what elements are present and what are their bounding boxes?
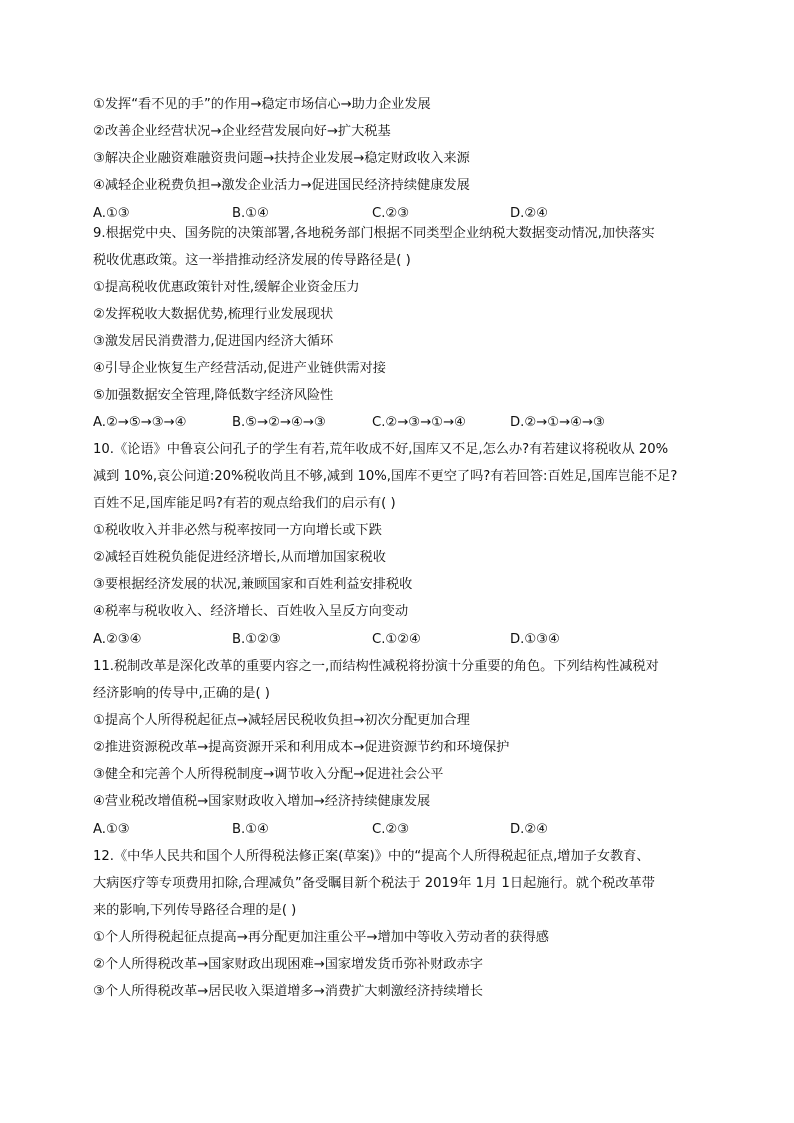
- q12-stem-line-2: 大病医疗等专项费用扣除,合理减负”备受瞩目新个税法于 2019年 1月 1日起施行。就个税改革带: [93, 876, 655, 891]
- q11-option-b: B.①④: [232, 822, 269, 837]
- q11-item-4: ④营业税改增值税→国家财政收入增加→经济持续健康发展: [93, 794, 431, 809]
- q8-item-3: ③解决企业融资难融资贵问题→扶持企业发展→稳定财政收入来源: [93, 151, 470, 166]
- q10-option-d: D.①③④: [510, 632, 560, 647]
- q10-stem-line-3: 百姓不足,国库能足吗?有若的观点给我们的启示有( ): [93, 496, 396, 511]
- q12-item-3: ③个人所得税改革→居民收入渠道增多→消费扩大刺激经济持续增长: [93, 984, 483, 999]
- q8-item-2: ②改善企业经营状况→企业经营发展向好→扩大税基: [93, 124, 391, 139]
- q10-option-b: B.①②③: [232, 632, 281, 647]
- q10-option-a: A.②③④: [93, 632, 142, 647]
- q11-option-d: D.②④: [510, 822, 548, 837]
- q9-item-4: ④引导企业恢复生产经营活动,促进产业链供需对接: [93, 361, 386, 376]
- q12-item-1: ①个人所得税起征点提高→再分配更加注重公平→增加中等收入劳动者的获得感: [93, 930, 549, 945]
- q9-item-5: ⑤加强数据安全管理,降低数字经济风险性: [93, 388, 334, 403]
- q12-stem-line-1: 12.《中华人民共和国个人所得税法修正案(草案)》中的“提高个人所得税起征点,增加子女教育、: [93, 849, 650, 864]
- q9-option-d: D.②→①→④→③: [510, 415, 605, 430]
- q8-option-c: C.②③: [372, 206, 410, 221]
- q10-item-3: ③要根据经济发展的状况,兼顾国家和百姓利益安排税收: [93, 577, 413, 592]
- q10-stem-line-2: 减到 10%,哀公问道:20%税收尚且不够,减到 10%,国库不更空了吗?有若回答:百姓足,国库岂能不足?: [93, 469, 678, 484]
- q11-item-3: ③健全和完善个人所得税制度→调节收入分配→促进社会公平: [93, 767, 444, 782]
- q12-stem-line-3: 来的影响,下列传导路径合理的是( ): [93, 903, 297, 918]
- q9-item-1: ①提高税收优惠政策针对性,缓解企业资金压力: [93, 280, 360, 295]
- q9-stem-line-2: 税收优惠政策。这一举措推动经济发展的传导路径是( ): [93, 253, 411, 268]
- q8-option-d: D.②④: [510, 206, 548, 221]
- q12-item-2: ②个人所得税改革→国家财政出现困难→国家增发货币弥补财政赤字: [93, 957, 483, 972]
- q8-item-1: ①发挥“看不见的手”的作用→稳定市场信心→助力企业发展: [93, 97, 431, 112]
- q9-option-a: A.②→⑤→③→④: [93, 415, 187, 430]
- q11-stem-line-2: 经济影响的传导中,正确的是( ): [93, 686, 270, 701]
- q11-stem-line-1: 11.税制改革是深化改革的重要内容之一,而结构性减税将扮演十分重要的角色。下列结构性减税对: [93, 659, 659, 674]
- q11-item-2: ②推进资源税改革→提高资源开采和利用成本→促进资源节约和环境保护: [93, 740, 510, 755]
- q8-option-a: A.①③: [93, 206, 130, 221]
- q11-option-c: C.②③: [372, 822, 410, 837]
- q8-item-4: ④减轻企业税费负担→激发企业活力→促进国民经济持续健康发展: [93, 178, 470, 193]
- q9-option-b: B.⑤→②→④→③: [232, 415, 326, 430]
- q9-item-3: ③激发居民消费潜力,促进国内经济大循环: [93, 334, 334, 349]
- q9-option-c: C.②→③→①→④: [372, 415, 466, 430]
- q10-item-4: ④税率与税收收入、经济增长、百姓收入呈反方向变动: [93, 604, 409, 619]
- q8-option-b: B.①④: [232, 206, 269, 221]
- q10-option-c: C.①②④: [372, 632, 421, 647]
- q10-stem-line-1: 10.《论语》中鲁哀公问孔子的学生有若,荒年收成不好,国库又不足,怎么办?有若建议将税收从 20%: [93, 442, 669, 457]
- q9-stem-line-1: 9.根据党中央、国务院的决策部署,各地税务部门根据不同类型企业纳税大数据变动情况,加快落实: [93, 226, 655, 241]
- q11-item-1: ①提高个人所得税起征点→减轻居民税收负担→初次分配更加合理: [93, 713, 470, 728]
- q10-item-1: ①税收收入并非必然与税率按同一方向增长或下跌: [93, 523, 382, 538]
- q11-option-a: A.①③: [93, 822, 130, 837]
- q9-item-2: ②发挥税收大数据优势,梳理行业发展现状: [93, 307, 334, 322]
- q10-item-2: ②减轻百姓税负能促进经济增长,从而增加国家税收: [93, 550, 386, 565]
